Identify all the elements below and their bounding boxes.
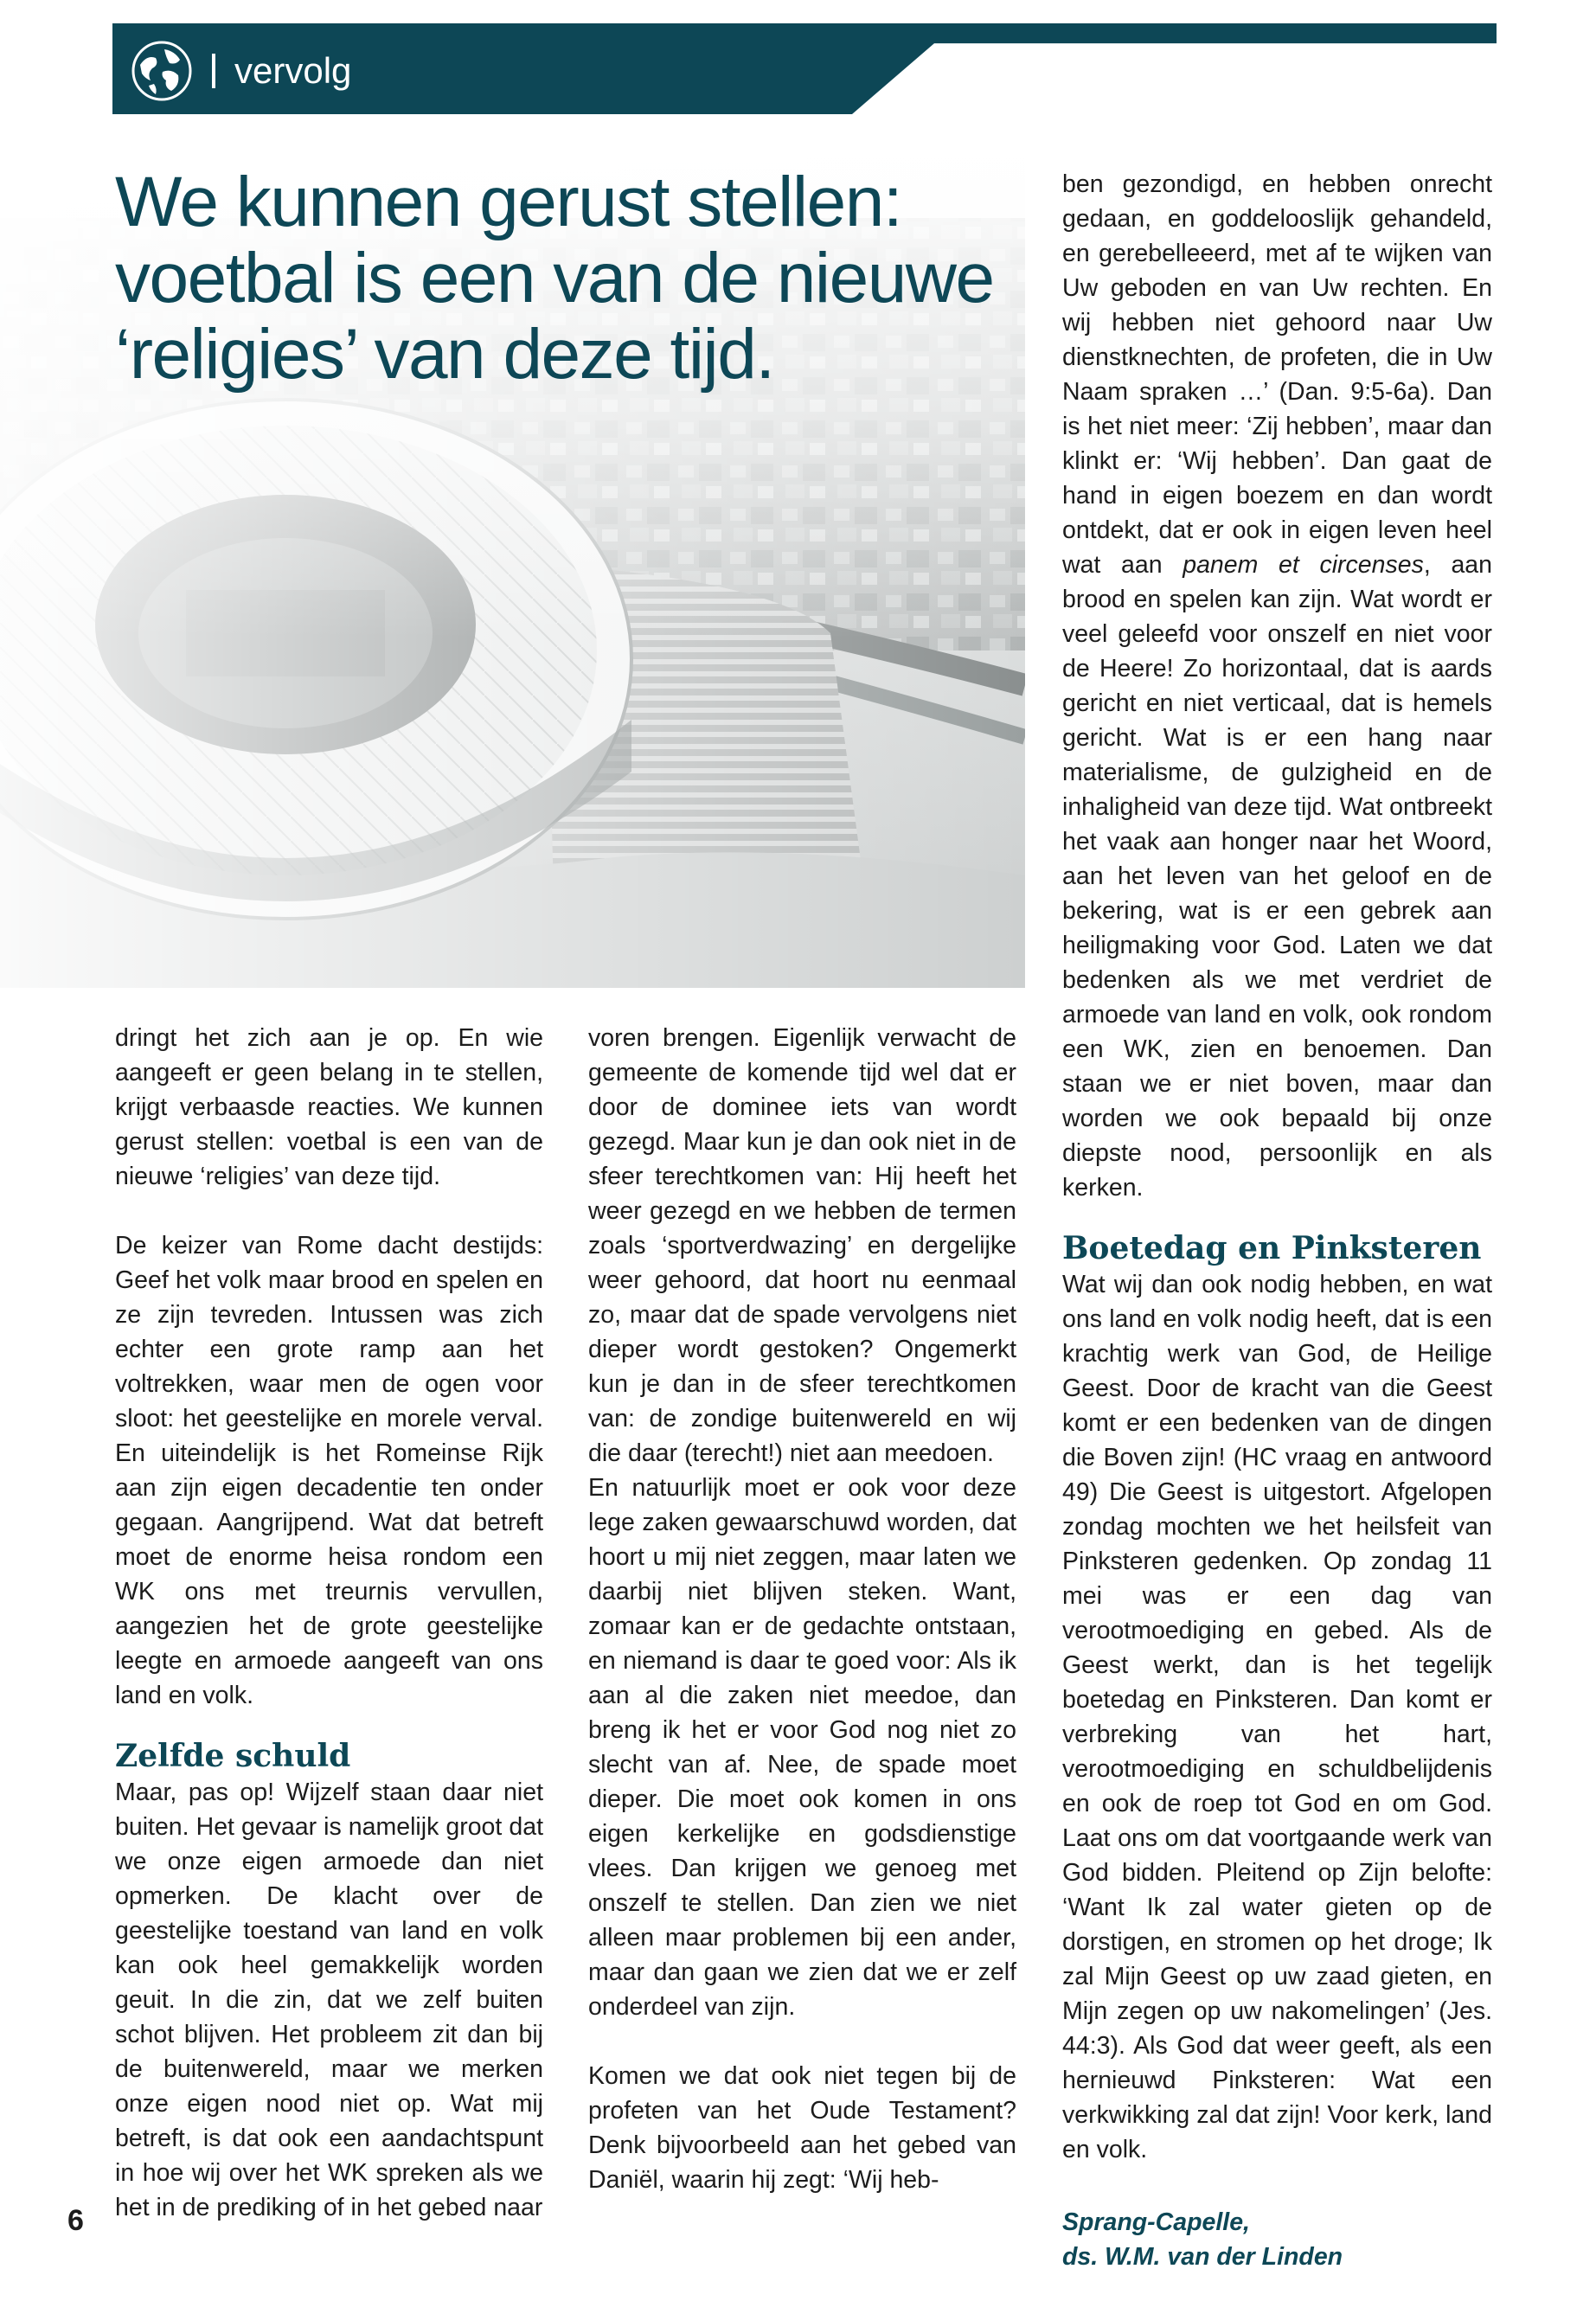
paragraph	[1062, 167, 1492, 1205]
paragraph-text: ben gezondigd, en hebben onrecht gedaan, en goddelooslijk gehandeld, en gerebelleeerd, met af te wijken van Uw geboden en van Uw rechten. En wij hebben niet gehoord naar Uw dienstknechten, de profeten, die in Uw Naam spraken …’ (Dan. 9:5-6a). Dan is het niet meer: ‘Zij hebben’, maar dan klinkt er: ‘Wij hebben’. Dan gaat de hand in eigen boezem en dan wordt ontdekt, dat er ook in eigen leven heel wat aan	[1062, 170, 1492, 579]
subheading-boetedag-en-pinksteren: Boetedag en Pinksteren	[1062, 1230, 1482, 1266]
paragraph: Komen we dat ook niet tegen bij de profeten van het Oude Testament? Denk bijvoorbeeld aan het gebed van Daniël, waarin hij zegt: ‘Wij heb-	[588, 2062, 1016, 2194]
headline-line-1: We kunnen gerust stellen:	[115, 163, 902, 241]
section-label-text: vervolg	[234, 50, 352, 91]
article-column-1	[115, 1021, 543, 2225]
paragraph-text: , aan brood en spelen kan zijn. Wat wordt er veel geleefd voor onszelf en niet voor de Heere! Zo horizontaal, dat is aards gericht en niet verticaal, dat is hemels gericht. Wat is er een hang naar materialisme, de gulzigheid en de inhaligheid van deze tijd. Wat ontbreekt het vaak aan honger naar het Woord, aan het leven van het geloof en de bekering, wat is er een gebrek aan heiligmaking voor God. Laten we dat bedenken als we met verdriet de armoede van land en volk, ook rondom een WK, zien en benoemen. Dan staan we er niet boven, maar dan worden we ook bepaald bij onze diepste nood, persoonlijk en als kerken.	[1062, 551, 1492, 1202]
section-divider	[212, 54, 215, 88]
signature-name: ds. W.M. van der Linden	[1062, 2243, 1343, 2271]
headline	[115, 164, 1023, 393]
section-label	[212, 47, 351, 95]
subheading-zelfde-schuld: Zelfde schuld	[115, 1738, 351, 1774]
paragraph: dringt het zich aan je op. En wie aangeeft er geen belang in te stellen, krijgt verbaasde reacties. We kunnen gerust stellen: voetbal is een van de nieuwe ‘religies’ van deze tijd.	[115, 1024, 543, 1190]
globe-logo-icon	[130, 39, 194, 103]
headline-line-3: ‘religies’ van deze tijd.	[115, 315, 774, 394]
signature-place: Sprang-Capelle,	[1062, 2208, 1250, 2236]
article-column-3	[1062, 167, 1492, 2274]
paragraph: En natuurlijk moet er ook voor deze lege zaken gewaarschuwd worden, dat hoort u mij niet zeggen, maar laten we daarbij niet blijven steken. Want, zomaar kan er de gedachte ontstaan, en niemand is daar te goed voor: Als ik aan al die zaken niet meedoe, dan breng ik het er voor God nog niet zo slecht van af. Nee, de spade moet dieper. Die moet ook komen in ons eigen kerkelijke en godsdienstige vlees. Dan krijgen we genoeg met onszelf te stellen. Dan zien we niet alleen maar problemen bij een ander, maar dan gaan we zien dat we er zelf onderdeel van zijn.	[588, 1474, 1016, 2021]
author-signature	[1062, 2205, 1492, 2274]
article-column-2	[588, 1021, 1016, 2197]
page-number: 6	[67, 2204, 84, 2237]
headline-line-2: voetbal is een van de nieuwe	[115, 239, 994, 317]
paragraph: Wat wij dan ook nodig hebben, en wat ons land en volk nodig heeft, dat is een krachtig werk van God, de Heilige Geest. Door de kracht van die Geest komt er een bedenken van de dingen die Boven zijn! (HC vraag en antwoord 49) Die Geest is uitgestort. Afgelopen zondag mochten we het heilsfeit van Pinksteren gedenken. Op zondag 11 mei was er een dag van verootmoediging en gebed. Als de Geest werkt, dan is het tegelijk boetedag en Pinksteren. Dan komt er verbreking van het hart, verootmoediging en schuldbelijdenis en ook de roep tot God en om God. Laat ons om dat voortgaande werk van God bidden. Pleitend op Zijn belofte: ‘Want Ik zal water gieten op de dorstigen, en stromen op het droge; Ik zal Mijn Geest op uw zaad gieten, en Mijn zegen op uw nakomelingen’ (Jes. 44:3). Als God dat weer geeft, als een hernieuwd Pinksteren: Wat een verkwikking zal dat zijn! Voor kerk, land en volk.	[1062, 1271, 1492, 2163]
paragraph: De keizer van Rome dacht destijds: Geef het volk maar brood en spelen en ze zijn tevreden. Intussen was zich echter een grote ramp aan het voltrekken, waar men de ogen voor sloot: het geestelijke en morele verval. En uiteindelijk is het Romeinse Rijk aan zijn eigen decadentie ten onder gegaan. Aangrijpend. Wat dat betreft moet de enorme heisa rondom een WK ons met treurnis vervullen, aangezien het de grote geestelijke leegte en armoede aangeeft van ons land en volk.	[115, 1232, 543, 1709]
paragraph: voren brengen. Eigenlijk verwacht de gemeente de komende tijd wel dat er door de dominee iets van wordt gezegd. Maar kun je dan ook niet in de sfeer terechtkomen van: Hij heeft het weer gezegd en we hebben de termen zoals ‘sportverdwazing’ en dergelijke weer gehoord, dat hoort nu eenmaal zo, maar dat de spade vervolgens niet dieper wordt gestoken? Ongemerkt kun je dan in de sfeer terechtkomen van: de zondige buitenwereld en wij die daar (terecht!) niet aan meedoen.	[588, 1024, 1016, 1467]
paragraph-italic: panem et circenses	[1183, 551, 1424, 579]
paragraph: Maar, pas op! Wijzelf staan daar niet buiten. Het gevaar is namelijk groot dat we onze eigen armoede dan niet opmerken. De klacht over de geestelijke toestand van land en volk kan ook heel gemakkelijk worden geuit. In die zin, dat we zelf buiten schot blijven. Het probleem zit dan bij de buitenwereld, maar we merken onze eigen nood niet op. Wat mij betreft, is dat ook een aandachtspunt in hoe wij over het WK spreken als we het in de prediking of in het gebed naar	[115, 1779, 543, 2221]
